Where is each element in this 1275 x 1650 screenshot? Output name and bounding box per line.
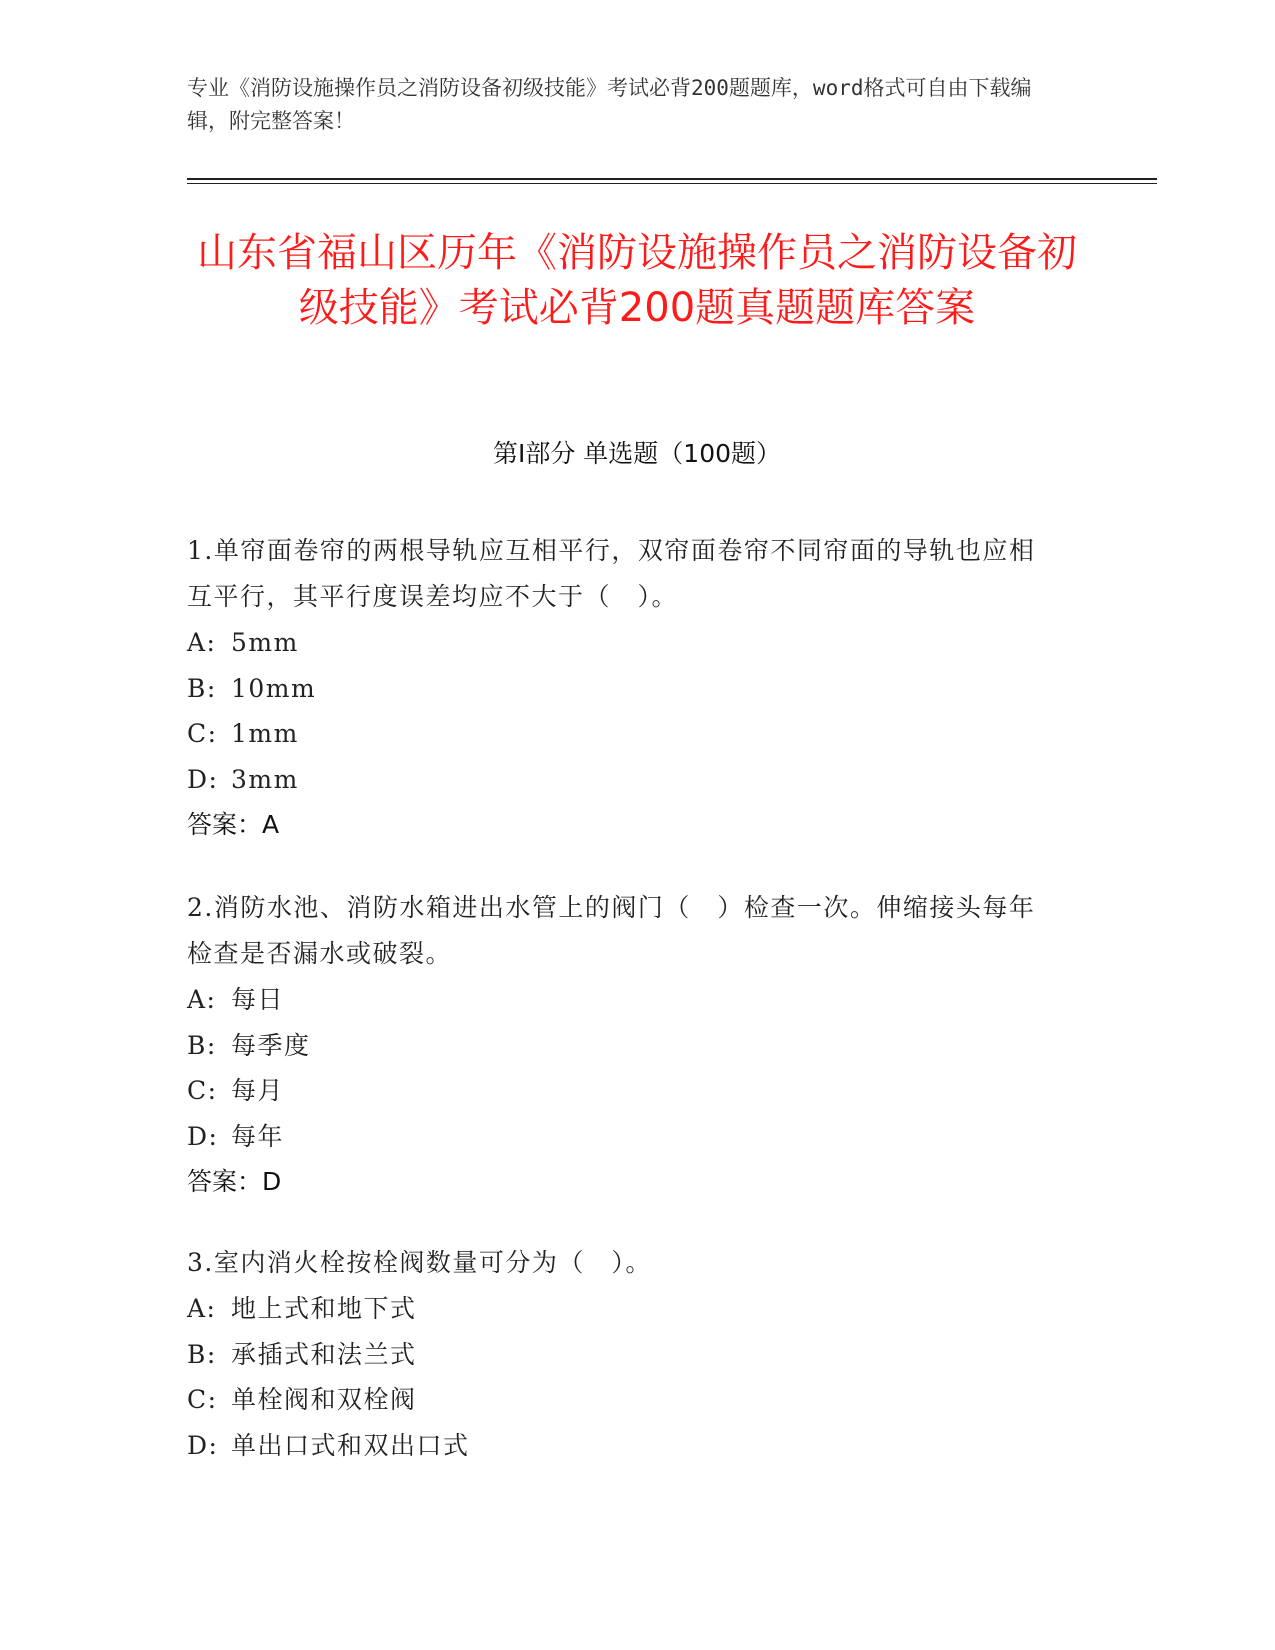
header-note: 专业《消防设施操作员之消防设备初级技能》考试必背200题题库，word格式可自由下载编辑，附完整答案！ <box>187 76 1032 133</box>
option-key: D: <box>187 1121 219 1151</box>
option-text: 3mm <box>231 764 299 794</box>
option-key: B: <box>187 1030 217 1060</box>
question-text <box>187 528 1057 620</box>
option-key: B: <box>187 1339 217 1369</box>
question-1 <box>187 528 1057 848</box>
option-a <box>187 1286 1057 1332</box>
question-number: 2. <box>187 893 214 922</box>
option-text: 5mm <box>231 628 299 657</box>
question-3 <box>187 1240 1057 1468</box>
option-key: B: <box>187 673 217 703</box>
question-text <box>187 885 1057 977</box>
question-stem: 单帘面卷帘的两根导轨应互相平行，双帘面卷帘不同帘面的导轨也应相互平行，其平行度误差均应不大于（ ）。 <box>187 536 1036 611</box>
option-a <box>187 977 1057 1023</box>
question-2 <box>187 885 1057 1205</box>
answer-label: 答案： <box>187 810 263 839</box>
answer-value: D <box>262 1167 282 1196</box>
option-b <box>187 1332 1057 1378</box>
section-title: 第Ⅰ部分 单选题（100题） <box>492 439 782 468</box>
question-stem: 消防水池、消防水箱进出水管上的阀门（ ）检查一次。伸缩接头每年检查是否漏水或破裂。 <box>187 893 1036 968</box>
option-text: 每日 <box>231 985 285 1014</box>
answer-value: A <box>262 810 280 839</box>
option-d <box>187 757 1057 803</box>
option-text: 每季度 <box>231 1030 311 1060</box>
answer-line <box>187 1159 1057 1205</box>
option-text: 每月 <box>231 1076 285 1105</box>
option-text: 单栓阀和双栓阀 <box>231 1385 417 1414</box>
option-b <box>187 666 1057 712</box>
option-text: 地上式和地下式 <box>231 1294 417 1323</box>
question-number: 3. <box>187 1248 214 1277</box>
option-key: D: <box>187 764 219 794</box>
option-key: A: <box>187 628 217 657</box>
option-key: C: <box>187 1385 218 1414</box>
option-key: A: <box>187 1294 217 1323</box>
option-a <box>187 620 1057 666</box>
option-c <box>187 1068 1057 1114</box>
question-stem: 室内消火栓按栓阀数量可分为（ ）。 <box>213 1248 652 1277</box>
option-text: 1mm <box>231 719 299 748</box>
option-key: C: <box>187 719 218 748</box>
option-d <box>187 1423 1057 1469</box>
option-text: 单出口式和双出口式 <box>231 1430 470 1460</box>
option-text: 每年 <box>231 1121 285 1151</box>
option-key: D: <box>187 1430 219 1460</box>
header-divider-thin <box>187 183 1157 184</box>
header-divider-thick <box>187 178 1157 180</box>
question-text <box>187 1240 1057 1286</box>
option-key: C: <box>187 1076 218 1105</box>
option-c <box>187 1377 1057 1423</box>
question-number: 1. <box>187 536 214 565</box>
option-key: A: <box>187 985 217 1014</box>
option-d <box>187 1114 1057 1160</box>
option-text: 10mm <box>231 673 317 703</box>
answer-line <box>187 802 1057 848</box>
option-c <box>187 711 1057 757</box>
document-title: 山东省福山区历年《消防设施操作员之消防设备初级技能》考试必背200题真题题库答案 <box>197 230 1077 331</box>
option-b <box>187 1023 1057 1069</box>
option-text: 承插式和法兰式 <box>231 1339 417 1369</box>
answer-label: 答案： <box>187 1167 263 1196</box>
